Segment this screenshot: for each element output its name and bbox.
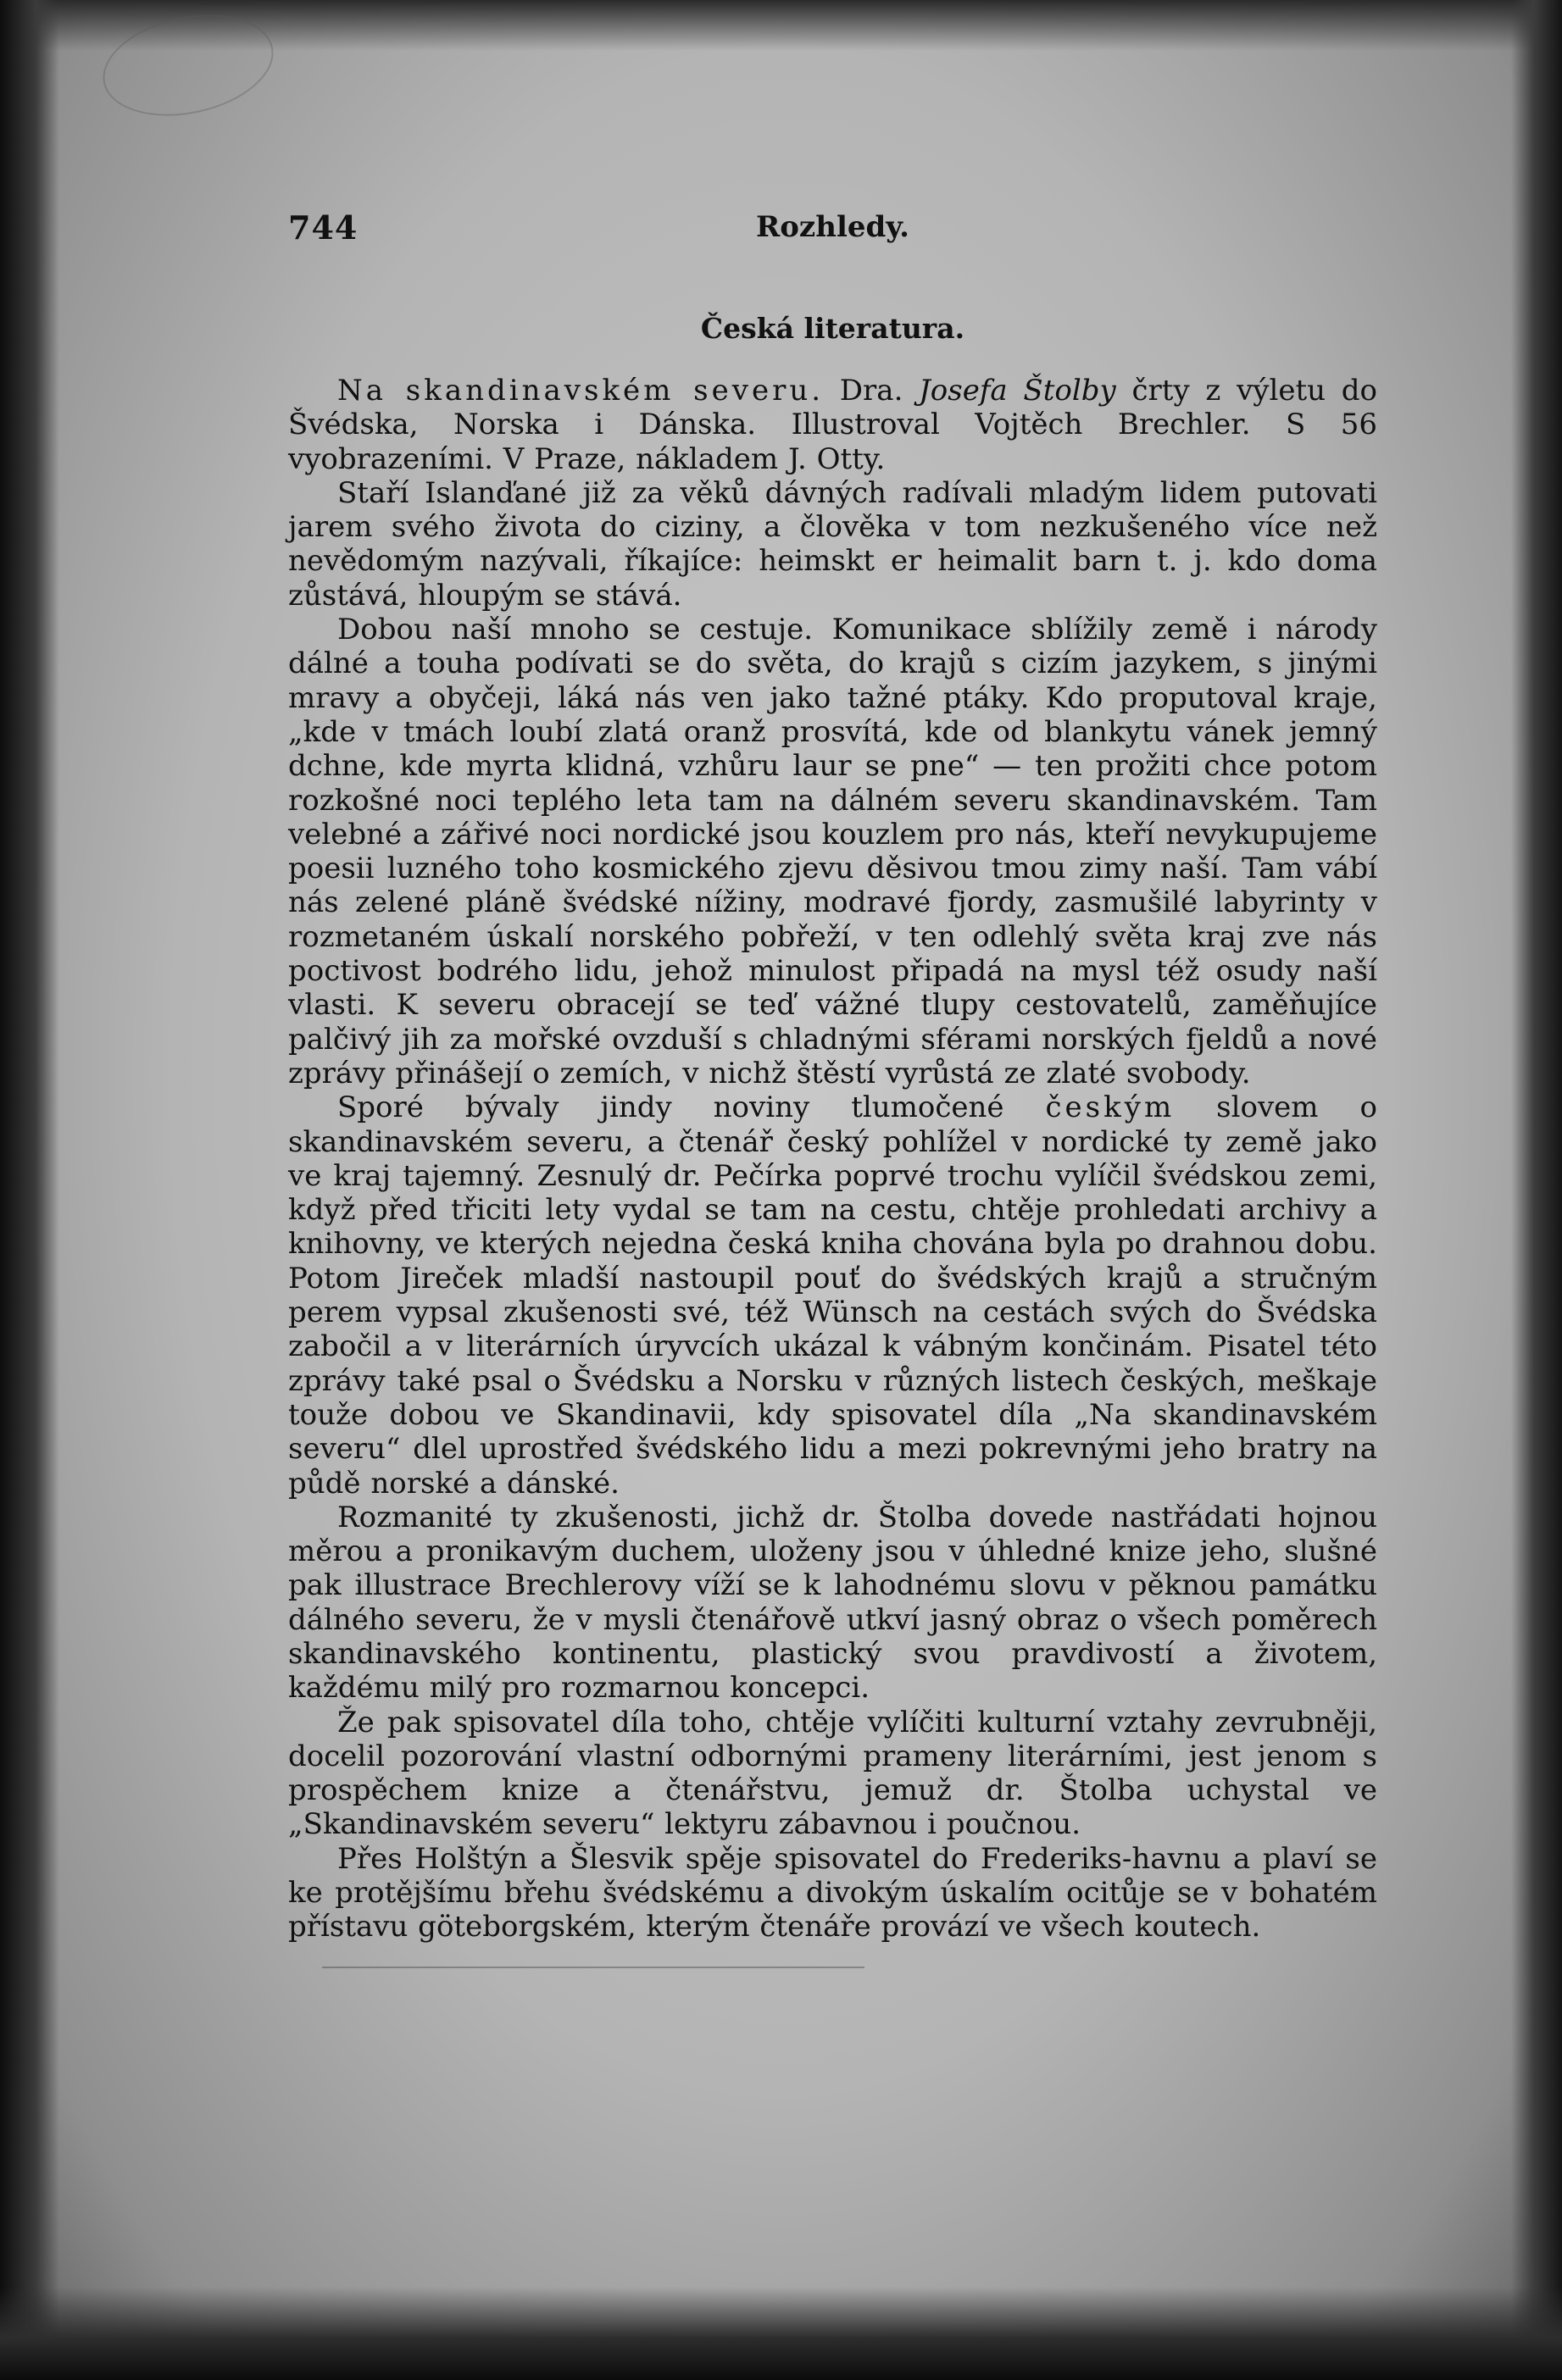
- paragraph-1: Staří Islanďané již za věků dávných radívali mladým lidem putovati jarem svého života do ciziny, a člověka v tom nezkušeného více než nevědomým nazývali, říkajíce: heimskt er heimalit barn t. j. kdo doma zůstává, hloupým se stává.: [288, 475, 1377, 613]
- paragraph-2: Dobou naší mnoho se cestuje. Komunikace sblížily země i národy dálné a touha podívati se do světa, do krajů s cizím jazykem, s jinými mravy a obyčeji, láká nás ven jako tažné ptáky. Kdo proputoval kraje, „kde v tmách loubí zlatá oranž prosvítá, kde od blankytu vánek jemný dchne, kde myrta klidná, vzhůru laur se pne“ — ten prožiti chce potom rozkošné noci teplého leta tam na dálném severu skandinavském. Tam velebné a zářivé noci nordické jsou kouzlem pro nás, kteří nevykupujeme poesii luzného toho kosmického zjevu děsivou tmou zimy naší. Tam vábí nás zelené pláně švédské nížiny, modravé fjordy, zasmušilé labyrinty v rozmetaném úskalí norského pobřeží, v ten odlehlý světa kraj zve nás poctivost bodrého lidu, jehož minulost připadá na mysl též osudy naší vlasti. K severu obracejí se teď vážné tlupy cestovatelů, zaměňujíce palčivý jih za mořské ovzduší s chladnými sférami norských fjeldů a nové zprávy přinášejí o zemích, v nichž štěstí vyrůstá ze zlaté svobody.: [288, 613, 1377, 1090]
- running-head: [288, 203, 1377, 254]
- paragraph-3-end: slovem o skandinavském severu, a čtenář český pohlížel v nordické ty země jako ve kraj tajemný. Zesnulý dr. Pečírka poprvé trochu vylíčil švédskou zemi, když před třiciti lety vydal se tam na cestu, chtěje prohledati archivy a knihovny, ve kterých nejedna česká kniha chována byla po drahnou dobu. Potom Jireček mladší nastoupil pouť do švédských krajů a stručným perem vypsal zkušenosti své, též Wünsch na cestách svých do Švédska zabočil a v literárních úryvcích ukázal k vábným končinám. Pisatel této zprávy také psal o Švédsku a Norsku v různých listech českých, meškaje touže dobou ve Skandinavii, kdy spisovatel díla „Na skandinavském severu“ dlel uprostřed švédského lidu a mezi pokrevnými jeho bratry na půdě norské a dánské.: [288, 1090, 1377, 1501]
- citation-details: črty z výletu do Švédska, Norska i Dánska. Illustroval Vojtěch Brechler. S 56 vyobrazeními. V Praze, nákladem J. Otty.: [288, 374, 1378, 476]
- paragraph-6: Přes Holštýn a Šlesvik spěje spisovatel do Frederiks-havnu a plaví se ke protějšímu břehu švédskému a divokým úskalím ocitůje se v bohatém přístavu göteborgském, kterým čtenáře provází ve všech koutech.: [288, 1841, 1377, 1944]
- paragraph-4: Rozmanité ty zkušenosti, jichž dr. Štolba dovede nastřádati hojnou měrou a pronikavým duchem, uloženy jsou v úhledné knize jeho, slušné pak illustrace Brechlerovy víží se k lahodnému slovu v pěknou památku dálného severu, že v mysli čtenářově utkví jasný obraz o všech poměrech skandinavského kontinentu, plastický svou pravdivostí a životem, každému milý pro rozmarnou koncepci.: [288, 1500, 1377, 1706]
- scan-shadow-bottom: [0, 2287, 1562, 2380]
- review-citation: [288, 374, 1377, 476]
- scan-shadow-left: [0, 0, 59, 2380]
- document-page: [288, 203, 1377, 1968]
- book-title: Na skandinavském severu.: [337, 374, 825, 408]
- section-title: Česká literatura.: [700, 312, 965, 345]
- paragraph-3: [288, 1090, 1377, 1501]
- scan-shadow-right: [1511, 0, 1562, 2380]
- author-prefix: Dra.: [839, 374, 903, 408]
- running-title: Rozhledy.: [756, 210, 909, 244]
- author-name: Josefa Štolby: [919, 374, 1116, 408]
- paragraph-5: Že pak spisovatel díla toho, chtěje vylíčiti kulturní vztahy zevrubněji, docelil pozorování vlastní odbornými prameny literárními, jest jenom s prospěchem knize a čtenářstvu, jemuž dr. Štolba uchystal ve „Skandinavském severu“ lektyru zábavnou i poučnou.: [288, 1705, 1377, 1842]
- paragraph-3-start: Sporé bývaly jindy noviny tlumočené: [337, 1090, 1004, 1125]
- paragraph-3-emphasis: českým: [1045, 1090, 1176, 1125]
- bottom-rule: [322, 1967, 864, 1968]
- page-number: 744: [288, 208, 359, 247]
